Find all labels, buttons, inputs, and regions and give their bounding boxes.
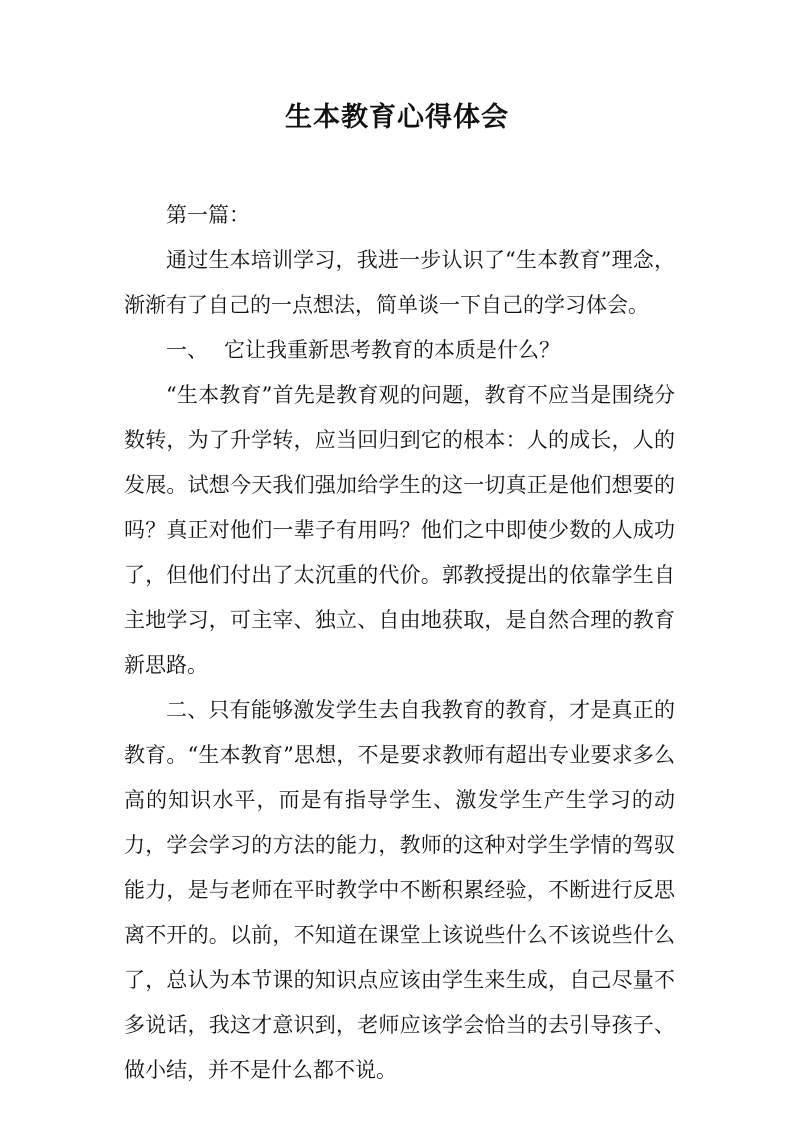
point-one-heading [124, 328, 675, 373]
document-title: 生本教育心得体会 [285, 102, 509, 133]
point-one-number: 一、 [166, 338, 208, 362]
intro-paragraph: 通过生本培训学习，我进一步认识了“生本教育”理念，渐渐有了自己的一点想法，简单谈一下自己的学习体会。 [124, 248, 675, 317]
point-two-paragraph: 二、只有能够激发学生去自我教育的教育，才是真正的教育。“生本教育”思想，不是要求教师有超出专业要求多么高的知识水平，而是有指导学生、激发学生产生学习的动力，学会学习的方法的能力，教师的这种对学生学情的驾驭能力，是与老师在平时教学中不断积累经验，不断进行反思离不开的。以前，不知道在课堂上该说些什么不该说些什么了，总认为本节课的知识点应该由学生来生成，自己尽量不多说话，我这才意识到，老师应该学会恰当的去引导孩子、做小结，并不是什么都不说。 [124, 698, 675, 1082]
point-one-paragraph: “生本教育”首先是教育观的问题，教育不应当是围绕分数转，为了升学转，应当回归到它的根本：人的成长，人的发展。试想今天我们强加给学生的这一切真正是他们想要的吗？真正对他们一辈子有用吗？他们之中即使少数的人成功了，但他们付出了太沉重的代价。郭教授提出的依靠学生自主地学习，可主宰、独立、自由地获取，是自然合理的教育新思路。 [124, 383, 675, 677]
point-one-heading-text: 它让我重新思考教育的本质是什么？ [224, 338, 560, 362]
document-body [124, 193, 675, 1093]
section-label: 第一篇： [166, 203, 250, 227]
